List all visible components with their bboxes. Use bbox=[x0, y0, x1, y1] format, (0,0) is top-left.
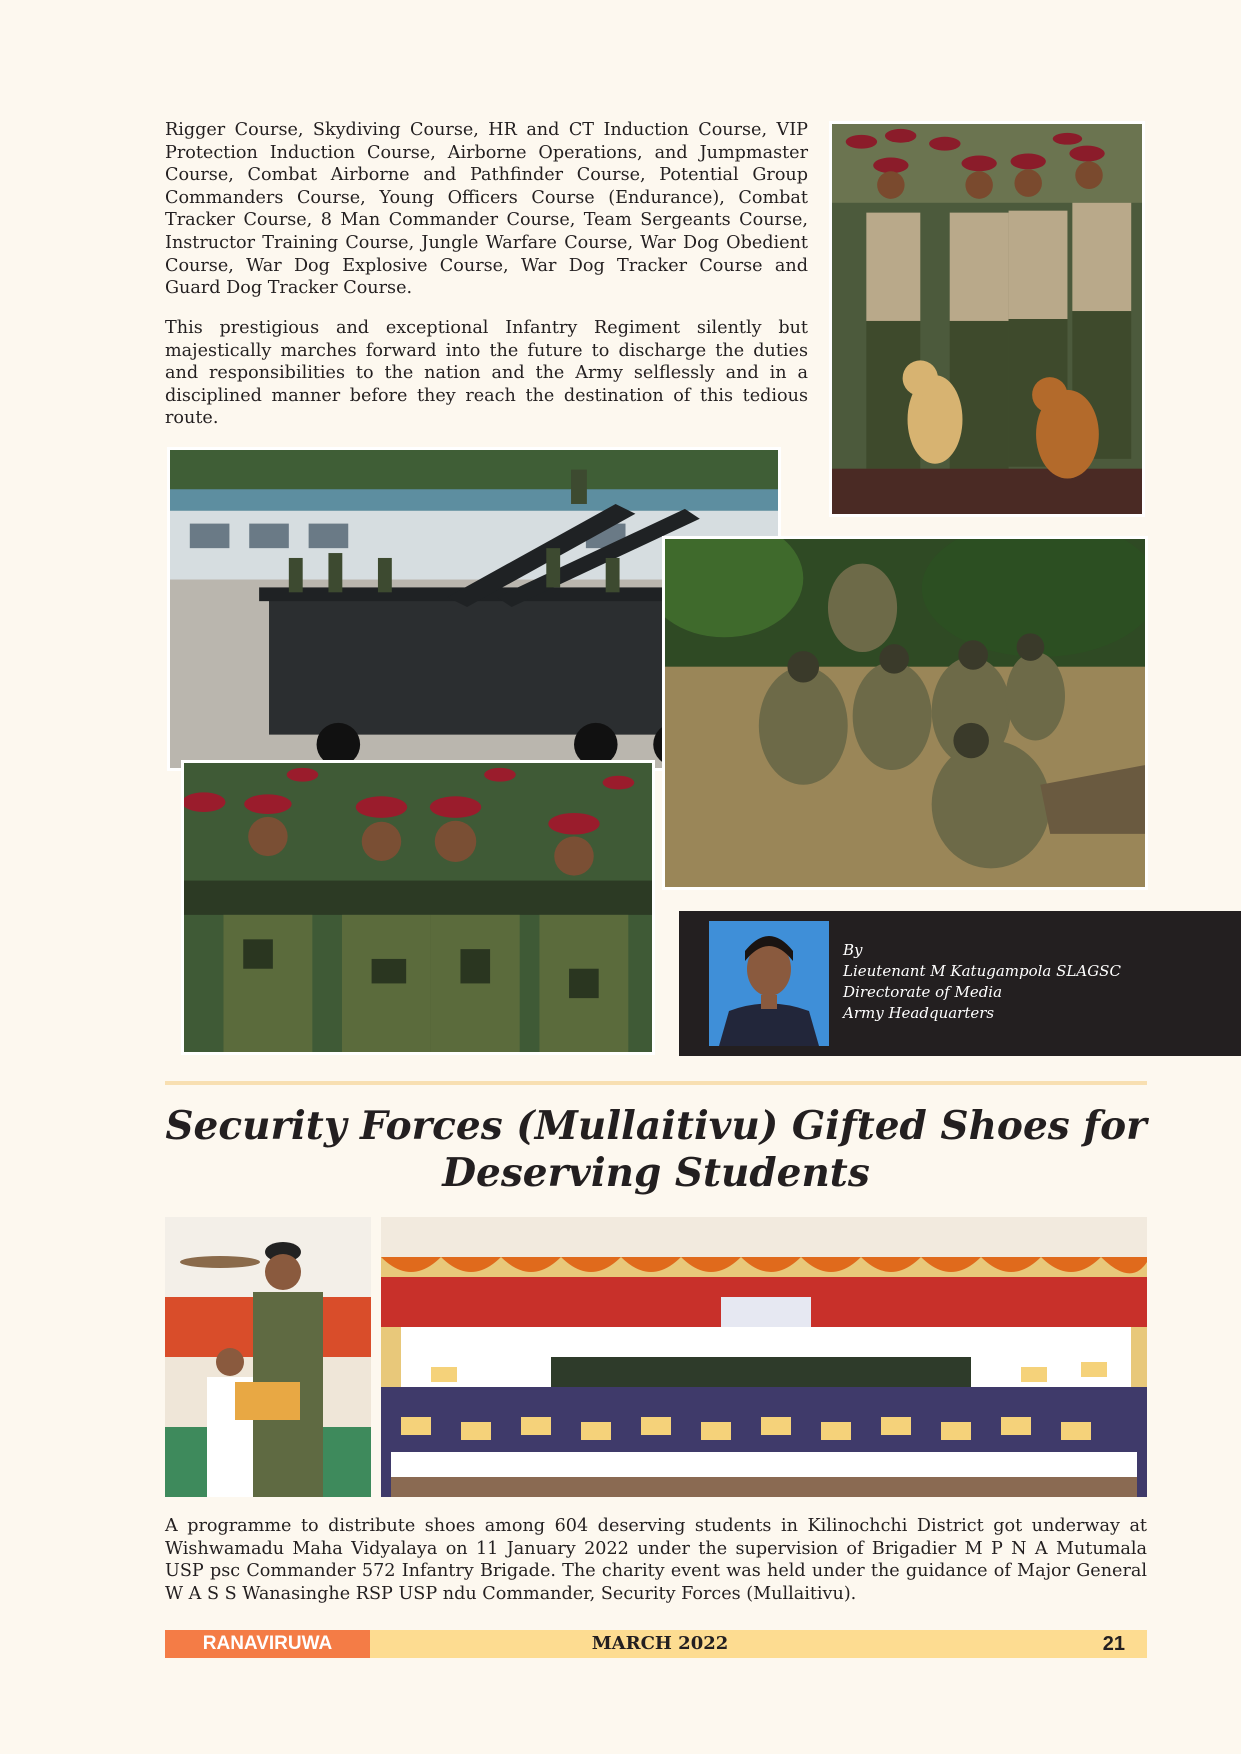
headline-line-1: Security Forces (Mullaitivu) Gifted Shoes for bbox=[165, 1103, 1147, 1149]
photo-beret-parade bbox=[181, 760, 655, 1055]
article-paragraph-2: This prestigious and exceptional Infantry Regiment silently but majestically marches forward into the future to discharge the duties and responsibilities to the nation and the Army selflessly and in a disciplined manner before they reach the destination of this tedious route. bbox=[165, 318, 808, 429]
author-credit bbox=[843, 940, 1121, 1024]
article-paragraph-1: Rigger Course, Skydiving Course, HR and CT Induction Course, VIP Protection Induction Course, Airborne Operations, and Jumpmaster Course, Combat Airborne and Pathfinder Course, Potential Group Commanders Course, Young Officers Course (Endurance), Combat Tracker Course, 8 Man Commander Course, Team Sergeants Course, Instructor Training Course, Jungle Warfare Course, War Dog Obedient Course, War Dog Explosive Course, War Dog Tracker Course and Guard Dog Tracker Course. bbox=[165, 120, 808, 299]
page-number: 21 bbox=[1102, 1633, 1125, 1655]
photo-soldiers-with-dogs bbox=[829, 121, 1145, 517]
footer-publication: RANAVIRUWA bbox=[165, 1630, 370, 1658]
footer-issue: MARCH 2022 bbox=[591, 1633, 729, 1654]
author-by: By bbox=[843, 941, 863, 959]
footer-bar bbox=[370, 1630, 1147, 1658]
headline-line-2: Deserving Students bbox=[442, 1150, 870, 1196]
photo-officer-gifting-shoes bbox=[165, 1217, 371, 1497]
article2-body: A programme to distribute shoes among 604 deserving students in Kilinochchi District got underway at Wishwamadu Maha Vidyalaya on 11 January 2022 under the supervision of Brigadier M P N A Mutumala USP psc Commander 572 Infantry Brigade. The charity event was held under the guidance of Major General W A S S Wanasinghe RSP USP ndu Commander, Security Forces (Mullaitivu). bbox=[165, 1516, 1147, 1604]
author-portrait bbox=[709, 921, 829, 1046]
author-name: Lieutenant M Katugampola SLAGSC bbox=[843, 962, 1121, 980]
photo-jungle-river-patrol bbox=[662, 536, 1148, 890]
author-directorate: Directorate of Media bbox=[843, 983, 1003, 1001]
photo-student-group bbox=[381, 1217, 1147, 1497]
author-hq: Army Headquarters bbox=[843, 1004, 995, 1022]
section-divider bbox=[165, 1081, 1147, 1085]
article-headline bbox=[165, 1103, 1147, 1197]
author-box bbox=[679, 911, 1241, 1056]
